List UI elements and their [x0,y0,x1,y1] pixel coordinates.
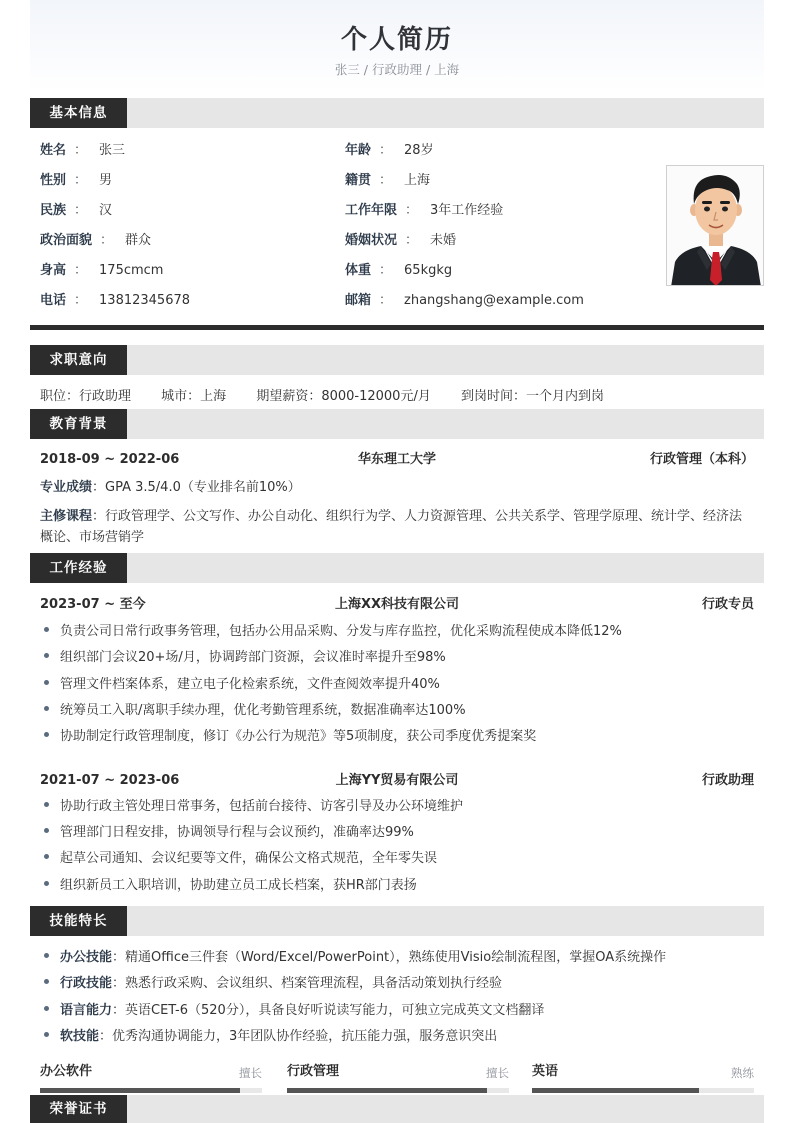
info-gender: 性别 ： 男 [40,173,113,188]
section-title: 求职意向 [30,345,127,375]
list-item: 行政技能：熟悉行政采购、会议组织、档案管理流程，具备活动策划执行经验 [44,974,754,994]
work-entry-head [40,595,754,615]
skill-bar [532,1088,754,1093]
section-title: 教育背景 [30,409,127,439]
section-basic-info [30,98,764,128]
work-period: 2023-07 ~ 至今 [40,597,146,612]
section-title: 工作经验 [30,553,127,583]
list-item: 组织部门会议20+场/月，协调跨部门资源，会议准时率提升至98% [44,648,754,668]
education-major: 行政管理（本科） [649,452,754,467]
education-courses: 主修课程：行政管理学、公文写作、办公自动化、组织行为学、人力资源管理、公共关系学、管理学原理、统计学、经济法概论、市场营销学 [40,509,743,545]
list-item: 统筹员工入职/离职手续办理，优化考勤管理系统，数据准确率达100% [44,701,754,721]
intent-city: 城市：上海 [161,389,227,404]
info-ethnicity: 民族 ： 汉 [40,203,113,218]
info-hometown: 籍贯 ： 上海 [345,173,431,188]
work-period: 2021-07 ~ 2023-06 [40,773,180,788]
info-phone: 电话 ： 13812345678 [40,293,191,308]
info-weight: 体重 ： 65kgkg [345,263,453,278]
info-height: 身高 ： 175cmcm [40,263,164,278]
info-political: 政治面貌 ： 群众 [40,233,152,248]
section-education [30,409,764,439]
list-item: 软技能：优秀沟通协调能力，3年团队协作经验，抗压能力强，服务意识突出 [44,1027,754,1047]
section-job-intent [30,345,764,375]
list-item: 组织新员工入职培训，协助建立员工成长档案，获HR部门表扬 [44,876,754,896]
info-marital: 婚姻状况 ： 未婚 [345,233,457,248]
school-name: 华东理工大学 [357,452,436,467]
job-intent-line [40,387,630,407]
education-entry-head [40,450,754,470]
skill-level-office: 办公软件 擅长 [40,1063,262,1093]
education-score: 专业成绩：GPA 3.5/4.0（专业排名前10%） [40,480,301,495]
intent-position: 职位：行政助理 [40,389,132,404]
page-subtitle: 张三 / 行政助理 / 上海 [334,62,460,77]
avatar [666,165,764,286]
list-item: 负责公司日常行政事务管理，包括办公用品采购、分发与库存监控，优化采购流程使成本降低12% [44,622,754,642]
info-age: 年龄 ： 28岁 [345,143,434,158]
section-title: 基本信息 [30,98,127,128]
list-item: 协助制定行政管理制度，修订《办公行为规范》等5项制度，获公司季度优秀提案奖 [44,727,754,747]
section-skills [30,906,764,936]
list-item: 办公技能：精通Office三件套（Word/Excel/PowerPoint），熟练使用Visio绘制流程图，掌握OA系统操作 [44,948,754,968]
info-email[interactable]: 邮箱 ： zhangshang@example.com [345,293,584,308]
info-years: 工作年限 ： 3年工作经验 [345,203,504,218]
section-honors [30,1095,764,1123]
skill-bar [40,1088,262,1093]
skill-bar [287,1088,509,1093]
section-title: 荣誉证书 [30,1095,127,1123]
section-title: 技能特长 [30,906,127,936]
list-item: 管理部门日程安排，协调领导行程与会议预约，准确率达99% [44,823,754,843]
skill-level-admin: 行政管理 擅长 [287,1063,509,1093]
list-item: 协助行政主管处理日常事务，包括前台接待、访客引导及办公环境维护 [44,797,754,817]
list-item: 起草公司通知、会议纪要等文件，确保公文格式规范，全年零失误 [44,849,754,869]
avatar-portrait-icon [667,166,764,286]
info-name: 姓名 ： 张三 [40,143,126,158]
list-item: 管理文件档案体系，建立电子化检索系统，文件查阅效率提升40% [44,675,754,695]
page-title: 个人简历 [340,25,453,55]
section-work [30,553,764,583]
company-name: 上海XX科技有限公司 [334,597,460,612]
work-entry-head [40,771,754,791]
divider [30,325,764,330]
intent-arrival: 到岗时间：一个月内到岗 [460,389,604,404]
education-period: 2018-09 ~ 2022-06 [40,452,180,467]
work-title: 行政助理 [701,773,754,788]
work-title: 行政专员 [701,597,754,612]
company-name: 上海YY贸易有限公司 [335,773,459,788]
intent-salary: 期望薪资：8000-12000元/月 [256,389,431,404]
resume-header [30,0,764,92]
skill-level-english: 英语 熟练 [532,1063,754,1093]
list-item: 语言能力：英语CET-6（520分），具备良好听说读写能力，可独立完成英文文档翻译 [44,1001,754,1021]
